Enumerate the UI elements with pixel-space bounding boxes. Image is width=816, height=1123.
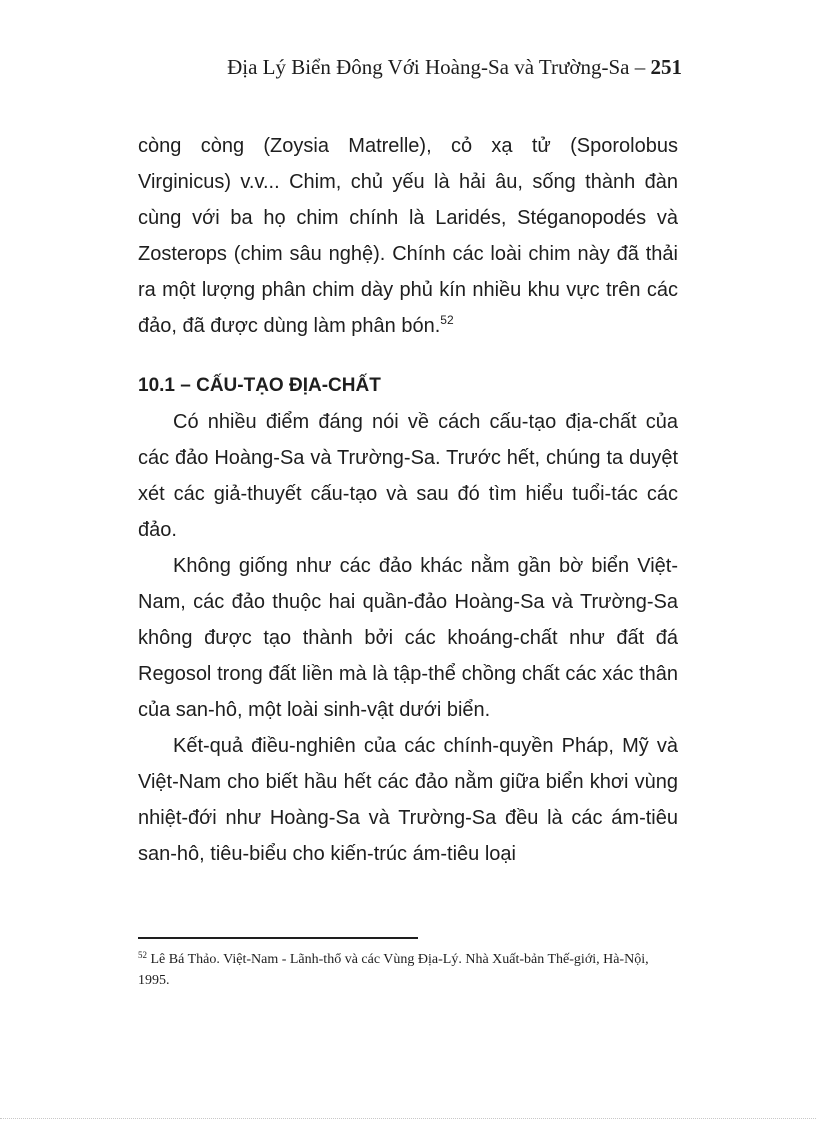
paragraph: Kết-quả điều-nghiên của các chính-quyền Pháp, Mỹ và Việt-Nam cho biết hầu hết các đảo nằm giữa biển khơi vùng nhiệt-đới như Hoàng-Sa và Trường-Sa đều là các ám-tiêu san-hô, tiêu-biểu cho kiến-trúc ám-tiêu loại (138, 735, 678, 865)
paragraph: Có nhiều điểm đáng nói về cách cấu-tạo địa-chất của các đảo Hoàng-Sa và Trường-Sa. Trước hết, chúng ta duyệt xét các giả-thuyết cấu-tạo và sau đó tìm hiểu tuổi-tác các đảo. (138, 411, 678, 541)
footnote-separator (138, 937, 418, 939)
running-header (227, 55, 682, 80)
footnote-text: Lê Bá Thảo. Việt-Nam - Lãnh-thổ và các Vùng Địa-Lý. Nhà Xuất-bản Thế-giới, Hà-Nội, 1995. (138, 952, 649, 988)
page-number: 251 (650, 55, 682, 79)
paragraph-continued (138, 128, 678, 344)
footnote (138, 949, 678, 991)
page-edge (0, 1118, 816, 1119)
footnote-number: 52 (138, 950, 147, 960)
footnote-reference: 52 (440, 313, 454, 327)
main-text (138, 128, 678, 872)
paragraph: Không giống như các đảo khác nằm gần bờ biển Việt-Nam, các đảo thuộc hai quần-đảo Hoàng-Sa và Trường-Sa không được tạo thành bởi các khoáng-chất như đất đá Regosol trong đất liền mà là tập-thể chồng chất các xác thân của san-hô, một loài sinh-vật dưới biển. (138, 555, 678, 721)
running-title: Địa Lý Biển Đông Với Hoàng-Sa và Trường-Sa – (227, 55, 646, 79)
section-heading: 10.1 – CẤU-TẠO ĐỊA-CHẤT (138, 375, 381, 396)
paragraph-text: còng còng (Zoysia Matrelle), cỏ xạ tử (Sporolobus Virginicus) v.v... Chim, chủ yếu là hải âu, sống thành đàn cùng với ba họ chim chính là Laridés, Stéganopodés và Zosterops (chim sâu nghệ). Chính các loài chim này đã thải ra một lượng phân chim dày phủ kín nhiều khu vực trên các đảo, đã được dùng làm phân bón. (138, 135, 678, 337)
